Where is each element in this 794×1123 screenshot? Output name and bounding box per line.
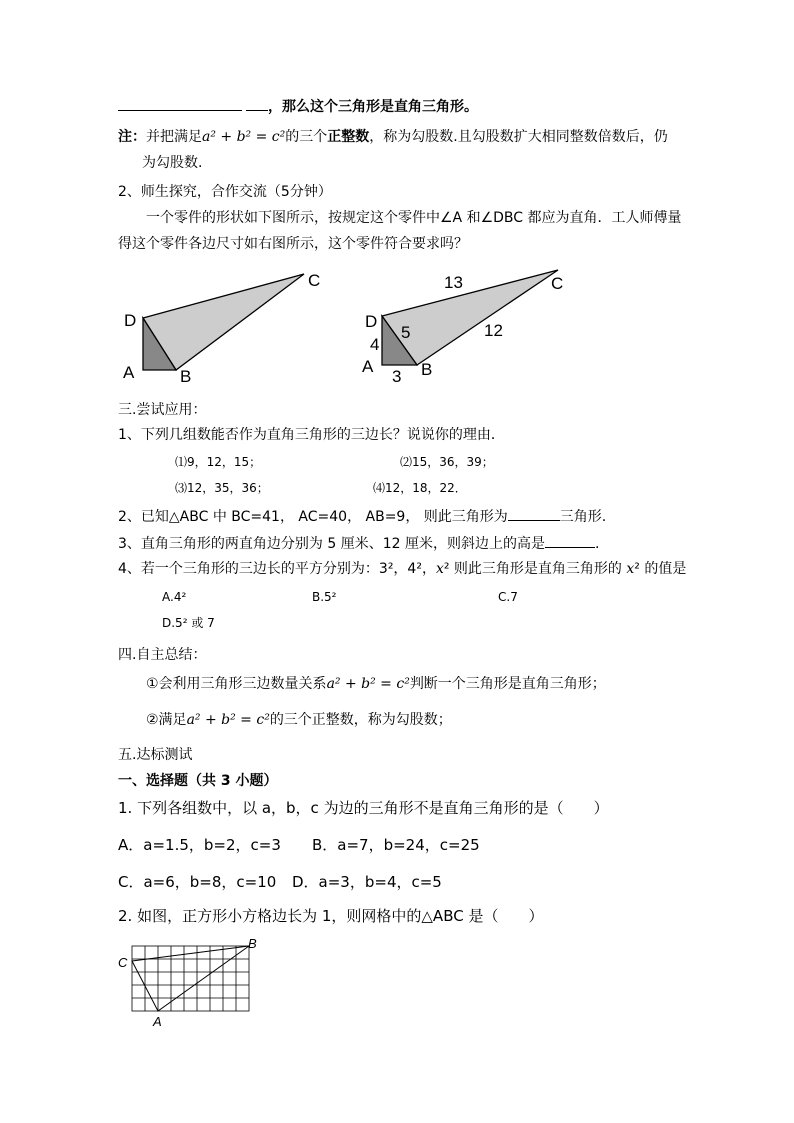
question-3-text: 3、直角三角形的两直角边分别为 5 厘米、12 厘米，则斜边上的高是 (118, 536, 545, 552)
note-text: 并把满足 (146, 129, 202, 145)
summary-text: 的三个正整数，称为勾股数； (269, 712, 452, 728)
part-figure-right (358, 262, 578, 392)
q1-option-1: ⑴9，12，15； (175, 455, 262, 469)
question-2-blank[interactable] (508, 506, 560, 521)
question-4-text: 4、若一个三角形的三边长的平方分别为：3²，4²， (118, 561, 436, 577)
multiple-choice-heading: 一、选择题（共 3 小题） (118, 773, 278, 789)
question-4-text-end: ² 的值是 (634, 561, 687, 577)
section-2-para-1: 一个零件的形状如下图所示，按规定这个零件中∠A 和∠DBC 都应为直角．工人师傅量 (146, 210, 682, 226)
vertex-label-c: C (551, 274, 564, 293)
pythagorean-formula: a² + b² = c² (202, 129, 286, 145)
problem-1: 1. 下列各组数中，以 a，b，c 为边的三角形不是直角三角形的是（ ） (118, 799, 609, 817)
side-length-12: 12 (484, 321, 503, 340)
question-3-text-end: . (594, 536, 600, 552)
p1-option-d[interactable]: D．a=3，b=4，c=5 (292, 873, 442, 891)
question-2-text-end: 三角形. (559, 509, 607, 525)
summary-text: ①会利用三角形三边数量关系 (146, 676, 327, 692)
side-length-13: 13 (444, 273, 463, 292)
q1-option-4: ⑷12，18，22． (373, 481, 467, 495)
vertex-label-a: A (362, 357, 374, 376)
vertex-label-d: D (124, 311, 137, 330)
summary-item-2 (146, 710, 452, 730)
q1-option-2: ⑵15，36，39； (400, 455, 494, 469)
triangle-abc (132, 946, 249, 1011)
side-length-3: 3 (392, 367, 402, 386)
summary-text: ②满足 (146, 712, 187, 728)
vertex-label-b: B (421, 360, 433, 379)
answer-blank-1[interactable] (118, 96, 242, 111)
statement-text: ，那么这个三角形是直角三角形。 (268, 99, 478, 115)
q4-option-b[interactable]: B.5² (312, 590, 337, 604)
summary-item-1 (146, 674, 606, 694)
question-3-blank[interactable] (545, 533, 595, 548)
q4-option-a[interactable]: A.4² (162, 590, 187, 604)
vertex-label-b: B (248, 936, 257, 951)
section-2-heading: 2、师生探究，合作交流（5分钟） (118, 184, 332, 200)
note-text: 的三个 (285, 129, 328, 145)
answer-blank-2[interactable] (246, 96, 268, 111)
square-grid (132, 946, 249, 1011)
vertex-label-a: A (153, 1014, 162, 1029)
vertex-label-d: D (365, 312, 378, 331)
question-4-text: ² 则此三角形是直角三角形的 (443, 561, 627, 577)
p1-option-b[interactable]: B．a=7，b=24，c=25 (312, 836, 480, 854)
note-text: ，称为勾股数.且勾股数扩大相同整数倍数后，仍 (369, 129, 668, 145)
note-line-2: 为勾股数. (142, 155, 203, 171)
pythagorean-formula: a² + b² = c² (326, 676, 410, 692)
question-2-text: 2、已知△ABC 中 BC=41， AC=40， AB=9， 则此三角形为 (118, 509, 508, 525)
section-4-heading: 四.自主总结： (118, 647, 207, 663)
pythagorean-formula: a² + b² = c² (186, 712, 270, 728)
answer-line-1 (118, 96, 478, 117)
variable-x: x (435, 561, 444, 577)
p1-option-a[interactable]: A．a=1.5，b=2，c=3 (118, 836, 281, 854)
section-5-heading: 五.达标测试 (118, 747, 193, 763)
vertex-label-b: B (180, 367, 192, 386)
note-bold-term: 正整数 (327, 129, 370, 145)
side-length-4: 4 (370, 335, 380, 354)
section-2-para-2: 得这个零件各边尺寸如右图所示，这个零件符合要求吗？ (118, 236, 468, 252)
question-2 (118, 506, 606, 527)
note-line (118, 127, 668, 147)
vertex-label-c: C (308, 271, 321, 290)
grid-triangle-figure (112, 936, 262, 1032)
question-3 (118, 533, 599, 554)
question-1: 1、下列几组数能否作为直角三角形的三边长？说说你的理由． (118, 427, 505, 443)
triangle-dbc (382, 270, 558, 365)
vertex-label-a: A (123, 363, 135, 382)
part-figure-left (118, 262, 338, 392)
question-4 (118, 559, 686, 579)
q1-option-3: ⑶12，35，36； (175, 481, 269, 495)
q4-option-d[interactable]: D.5² 或 7 (162, 616, 215, 630)
vertex-label-c: C (118, 955, 128, 970)
side-length-5: 5 (401, 323, 411, 342)
problem-2: 2. 如图，正方形小方格边长为 1，则网格中的△ABC 是（ ） (118, 907, 544, 925)
section-3-heading: 三.尝试应用： (118, 402, 207, 418)
note-label: 注： (118, 129, 146, 145)
variable-x: x (626, 561, 635, 577)
summary-text: 判断一个三角形是直角三角形； (409, 676, 606, 692)
p1-option-c[interactable]: C．a=6，b=8，c=10 (118, 873, 277, 891)
q4-option-c[interactable]: C.7 (498, 590, 518, 604)
